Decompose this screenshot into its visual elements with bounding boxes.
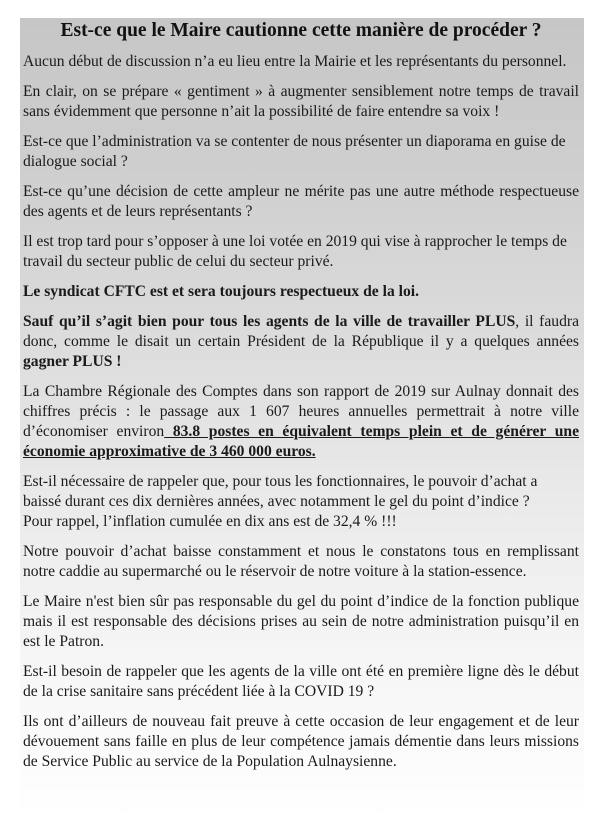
paragraph-caddie: Notre pouvoir d’achat baisse constamment et nous le constatons tous en remplissant notre caddie au supermarché ou le réservoir de notre voiture à la station-essence.: [23, 543, 579, 580]
document-title: Est-ce que le Maire cautionne cette manière de procéder ?: [60, 20, 542, 41]
paragraph-mayor-responsibility: Le Maire n'est bien sûr pas responsable du gel du point d’indice de la fonction publique mais il est responsable des décisions prises au sein de notre administration puisqu’il en est le Patron.: [23, 593, 579, 650]
paragraph-work-more: [23, 312, 579, 372]
paragraph-working-time: En clair, on se prépare « gentiment » à augmenter sensiblement notre temps de travail sans évidemment que personne n’ait la possibilité de faire entendre sa voix !: [23, 83, 579, 120]
paragraph-covid: Est-il besoin de rappeler que les agents de la ville ont été en première ligne dès le début de la crise sanitaire sans précédent liée à la COVID 19 ?: [23, 663, 579, 700]
paragraph-cftc-respect: Le syndicat CFTC est et sera toujours respectueux de la loi.: [23, 283, 420, 300]
document-body: [23, 18, 579, 782]
work-more-bold: Sauf qu’il s’agit bien pour tous les agents de la ville de travailler PLUS: [23, 313, 516, 330]
paragraph-chambre-regionale: [23, 382, 579, 462]
paragraph-purchasing-power: [23, 472, 579, 532]
work-more-text: , il faudra donc, comme le disait un certain Président de la République il y a quelques années: [23, 313, 579, 350]
paragraph-method: Est-ce qu’une décision de cette ampleur ne mérite pas une autre méthode respectueuse des agents et de leurs représentants ?: [23, 183, 579, 220]
paragraph-law-2019: Il est trop tard pour s’opposer à une loi votée en 2019 qui vise à rapprocher le temps de travail du secteur public de celui du secteur privé.: [23, 233, 567, 270]
chambre-text: La Chambre Régionale des Comptes dans son rapport de 2019 sur Aulnay donnait des chiffres précis : le passage aux 1 607 heures annuelles permettrait à notre ville d’économiser environ: [23, 383, 579, 440]
savings-emphasis: 83.8 postes en équivalent temps plein et de générer une économie approximative de 3 460 000 euros.: [23, 423, 579, 460]
purchasing-power-line: Est-il nécessaire de rappeler que, pour tous les fonctionnaires, le pouvoir d’achat a baissé durant ces dix dernières années, avec notamment le gel du point d’indice ?: [23, 473, 538, 510]
paragraph-engagement: Ils ont d’ailleurs de nouveau fait preuve à cette occasion de leur engagement et de leur dévouement sans faille en plus de leur compétence jamais démentie dans leurs missions de Service Public au service de la Population Aulnaysienne.: [23, 713, 579, 770]
earn-more-bold: gagner PLUS !: [23, 353, 122, 370]
inflation-line: Pour rappel, l’inflation cumulée en dix ans est de 32,4 % !!!: [23, 513, 397, 530]
paragraph-no-discussion: Aucun début de discussion n’a eu lieu entre la Mairie et les représentants du personnel.: [23, 53, 567, 70]
paragraph-slideshow: Est-ce que l’administration va se contenter de nous présenter un diaporama en guise de dialogue social ?: [23, 133, 566, 170]
